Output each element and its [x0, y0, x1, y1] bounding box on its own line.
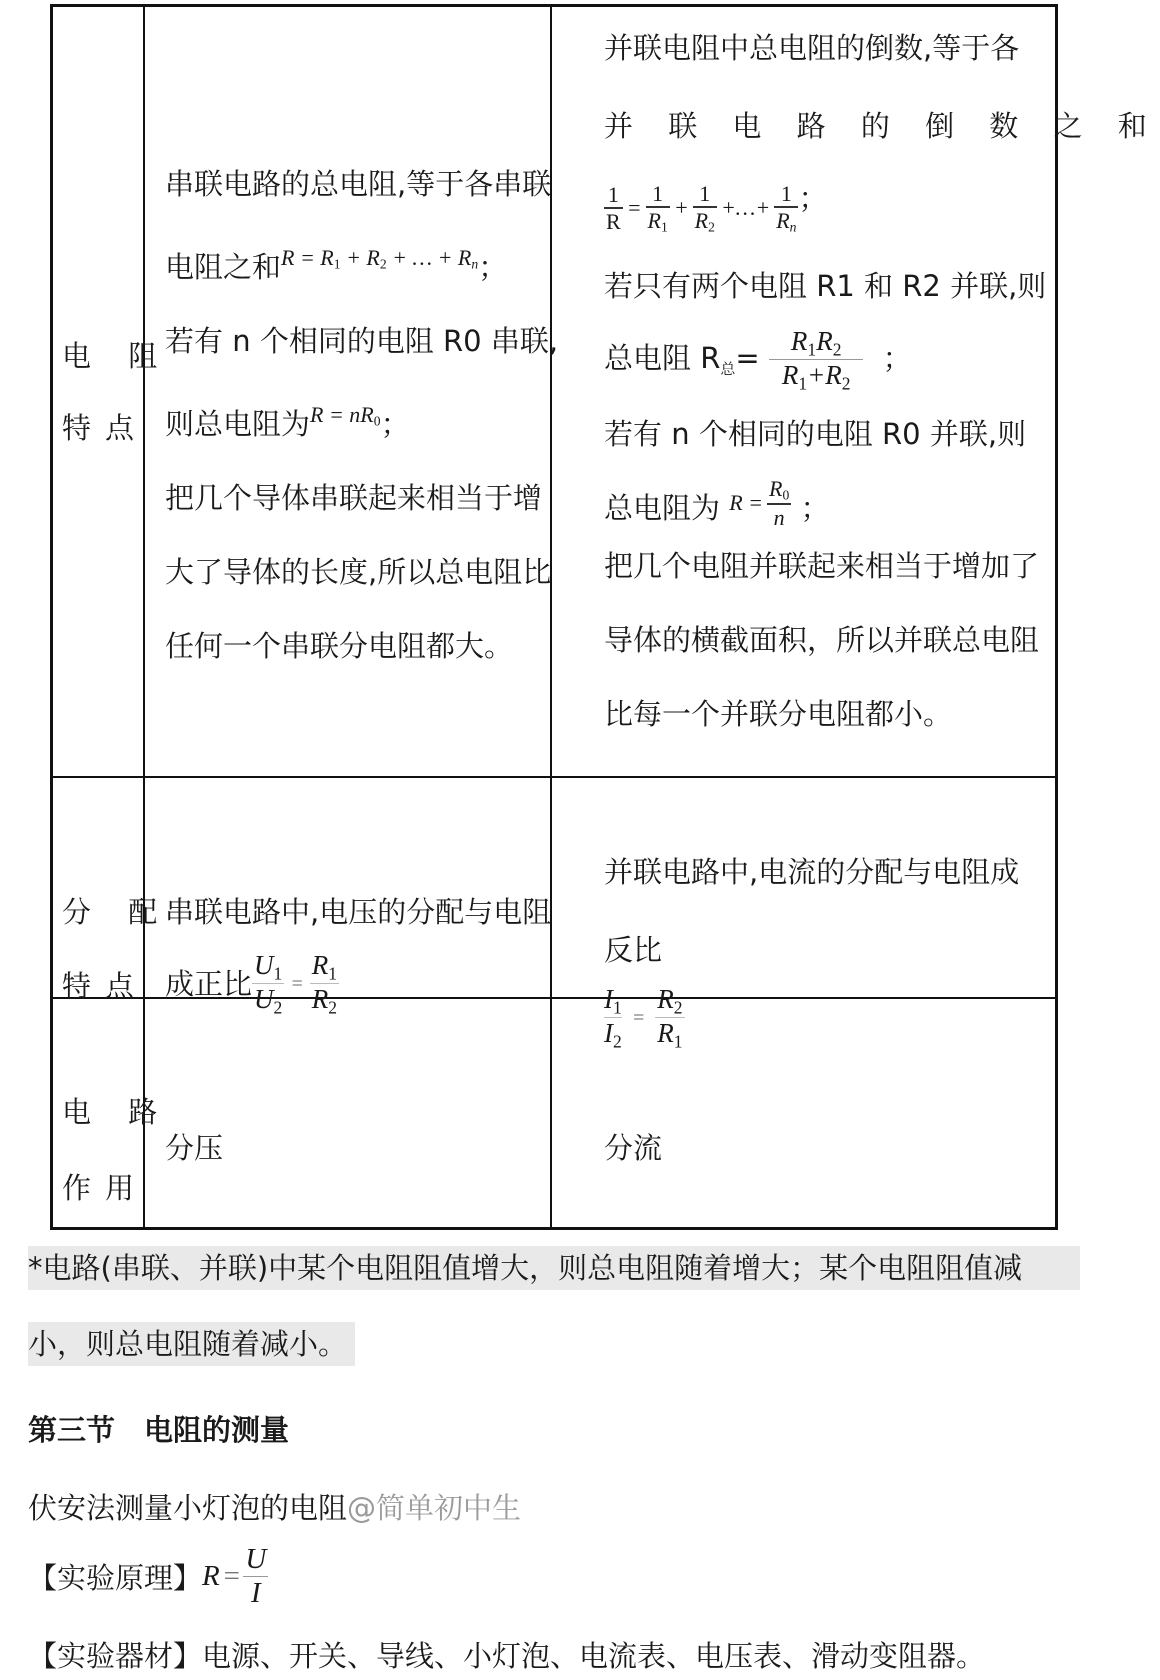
fraction: $\frac{R_1}{R_2}$ [311, 950, 338, 1018]
row-header-line: 电 路 [62, 1095, 172, 1129]
row-header-line: 分 配 [62, 895, 172, 929]
equipment-text: 电源、开关、导线、小灯泡、电流表、电压表、滑动变阻器。 [202, 1639, 986, 1673]
text-fragment: 电阻之和 [165, 250, 282, 284]
text-line [165, 950, 575, 1018]
row-header-line: 作用 [62, 1171, 149, 1205]
equipment-label: 【实验器材】 [28, 1639, 203, 1673]
text-line: 并 联 电 路 的 倒 数 之 和 [604, 109, 1160, 143]
series-function-cell: 分压 [165, 1131, 224, 1165]
text-fragment: ； [380, 407, 410, 441]
formula-series-sum: R = R1 + R2 + … + Rn [281, 245, 479, 272]
principle-line [28, 1543, 268, 1611]
text-line: 串联电路中,电压的分配与电阻 [165, 895, 552, 929]
text-line: 若有 n 个相同的电阻 R0 并联,则 [604, 417, 1027, 451]
row-header-function [62, 1092, 171, 1208]
fraction: $\frac{U}{I}$ [245, 1543, 267, 1610]
equipment-line [28, 1634, 985, 1675]
row-header-line: 特点 [62, 411, 149, 445]
fraction: $\frac{U_1}{U_2}$ [254, 950, 283, 1018]
watermark: @简单初中生 [347, 1491, 522, 1525]
fraction: $\frac{R_2}{R_1}$ [657, 984, 683, 1052]
text-line: 串联电路的总电阻,等于各串联 [165, 167, 552, 201]
text-line: 并联电阻中总电阻的倒数,等于各 [604, 31, 1020, 65]
fraction: $\frac{1}{R}$ [606, 182, 621, 234]
text-fragment: ； [882, 340, 912, 375]
text-line [165, 238, 575, 287]
row-header-resistance [62, 336, 171, 448]
text-fragment: = [735, 340, 760, 375]
text-fragment: 成正比 [165, 966, 253, 1001]
text-line: 反比 [604, 933, 663, 967]
text-fragment: ； [798, 181, 828, 215]
fraction: $\frac{1}{R1}$ [647, 181, 668, 235]
text-fragment: 总电阻为 [604, 490, 721, 525]
series-resistance-cell [165, 164, 575, 666]
text-fragment: ； [478, 250, 508, 284]
parallel-resistance-cell [604, 28, 1160, 734]
note-line: 小，则总电阻随着减小。 [28, 1322, 355, 1366]
text-fragment: 总电阻 R [604, 340, 721, 375]
text-line: 并联电路中,电流的分配与电阻成 [604, 855, 1020, 889]
text-line: 把几个电阻并联起来相当于增加了 [604, 549, 1040, 583]
formula-series-n: R = nR0 [310, 402, 381, 429]
fraction: $\frac{1}{Rn}$ [776, 181, 797, 235]
text-fragment: 则总电阻为 [165, 407, 311, 441]
text-line [165, 395, 575, 444]
parallel-distribution-cell [604, 852, 1054, 1052]
formula-parallel-reciprocal: $\frac{1}{R}$ = $\frac{1}{R1}$ + $\frac{1}{R2}$ +…+ $\frac{1}{Rn}$ ； [606, 181, 828, 235]
fraction: $\frac{1}{R2}$ [694, 181, 715, 235]
formula-parallel-n: R = $\frac{R0}{n}$ [729, 476, 790, 530]
text-line: 若只有两个电阻 R1 和 R2 并联,则 [604, 269, 1047, 303]
note-line: *电路(串联、并联)中某个电阻阻值增大，则总电阻随着增大；某个电阻阻值减 [28, 1246, 1080, 1290]
text-line: 导体的横截面积，所以并联总电阻 [604, 623, 1040, 657]
parallel-function-cell: 分流 [604, 1131, 663, 1165]
principle-label: 【实验原理】 [28, 1561, 203, 1596]
fraction: $\frac{I_1}{I_2}$ [604, 984, 622, 1052]
formula-voltage-ratio: $\frac{U_1}{U_2}$ = $\frac{R_1}{R_2}$ [254, 950, 338, 1018]
series-distribution-cell [165, 892, 575, 1018]
formula-principle: R = $\frac{U}{I}$ [202, 1543, 267, 1610]
text-line [604, 476, 1054, 538]
table-divider [53, 776, 1055, 778]
subtitle: 伏安法测量小灯泡的电阻 [28, 1491, 348, 1525]
text-line: 比每一个并联分电阻都小。 [604, 697, 953, 731]
row-header-line: 电 阻 [62, 339, 172, 373]
text-line: 大了导体的长度,所以总电阻比 [165, 555, 552, 589]
section-title: 第三节 电阻的测量 [28, 1413, 290, 1447]
fraction: $\frac{R0}{n}$ [769, 476, 790, 530]
text-line [604, 326, 1054, 392]
text-fragment: ； [800, 490, 830, 525]
formula-current-ratio: $\frac{I_1}{I_2}$ = $\frac{R_2}{R_1}$ [604, 984, 683, 1052]
text-line: 把几个导体串联起来相当于增 [165, 481, 543, 515]
subtitle-line [28, 1486, 521, 1527]
row-header-line: 特点 [62, 969, 149, 1003]
table-divider [143, 7, 145, 1227]
text-line: 若有 n 个相同的电阻 R0 串联, [165, 324, 559, 358]
row-header-distribution [62, 892, 171, 1006]
formula-two-parallel: $\frac{R_1R_2}{R_1+R_2}$ [769, 326, 864, 394]
text-line: 任何一个串联分电阻都大。 [165, 629, 514, 663]
text-fragment: 总 [720, 359, 736, 378]
